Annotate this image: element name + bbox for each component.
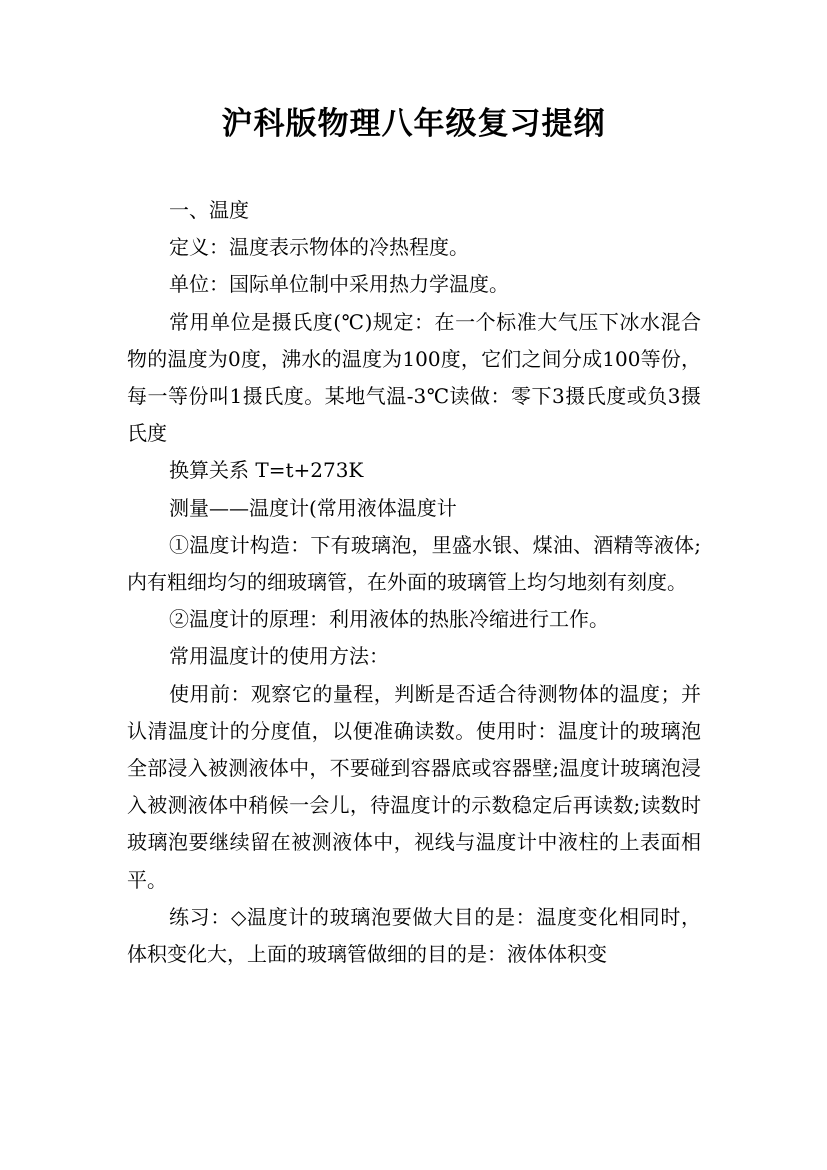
paragraph-exercise: 练习：◇温度计的玻璃泡要做大目的是：温度变化相同时，体积变化大，上面的玻璃管做细的目的是：液体体积变 [127, 904, 701, 967]
paragraph-thermometer-structure: ①温度计构造：下有玻璃泡，里盛水银、煤油、酒精等液体;内有粗细均匀的细玻璃管，在外面的玻璃管上均匀地刻有刻度。 [127, 532, 701, 595]
paragraph-celsius: 常用单位是摄氏度(℃)规定：在一个标准大气压下冰水混合物的温度为0度，沸水的温度为100度，它们之间分成100等份，每一等份叫1摄氏度。某地气温-3℃读做：零下3摄氏度或负3摄氏度 [127, 309, 701, 446]
document-body [127, 192, 701, 973]
paragraph-thermometer-principle: ②温度计的原理：利用液体的热胀冷缩进行工作。 [169, 607, 609, 632]
paragraph-measurement: 测量——温度计(常用液体温度计 [169, 495, 457, 520]
paragraph-usage-heading: 常用温度计的使用方法： [169, 644, 389, 669]
paragraph-usage-details: 使用前：观察它的量程，判断是否适合待测物体的温度；并认清温度计的分度值，以便准确读数。使用时：温度计的玻璃泡全部浸入被测液体中，不要碰到容器底或容器壁;温度计玻璃泡浸入被测液体中稍候一会儿，待温度计的示数稳定后再读数;读数时玻璃泡要继续留在被测液体中，视线与温度计中液柱的上表面相平。 [127, 681, 701, 892]
section-heading-temperature: 一、温度 [169, 198, 249, 222]
paragraph-definition: 定义：温度表示物体的冷热程度。 [169, 235, 469, 260]
paragraph-conversion: 换算关系 T=t+273K [169, 458, 364, 483]
paragraph-unit: 单位：国际单位制中采用热力学温度。 [169, 272, 509, 297]
document-title: 沪科版物理八年级复习提纲 [221, 106, 606, 142]
